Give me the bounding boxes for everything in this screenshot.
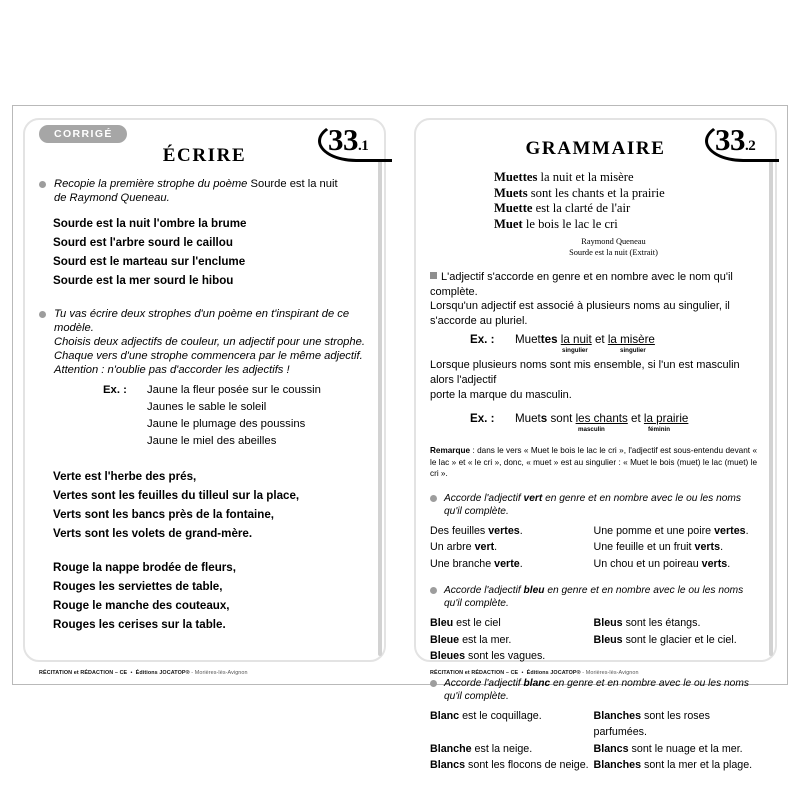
- footer-separator: •: [521, 670, 524, 676]
- poem-credit: [430, 232, 757, 258]
- answer-text: Un chou et un poireau: [593, 557, 702, 570]
- head-post: en genre et en nombre avec le ou les noms qu'il complète.: [444, 677, 749, 702]
- example-underlined-2: la misère: [607, 333, 655, 347]
- grammar-example-1-tags: [430, 347, 757, 356]
- instruction-plain-part: Sourde est la nuit: [247, 178, 338, 191]
- right-badge-number-main: 33: [715, 122, 745, 157]
- poem-bold-head: Muet: [494, 201, 523, 215]
- poem-source: Sourde est la nuit (Extrait): [569, 247, 658, 257]
- rule-line-3: Lorsque plusieurs noms sont mis ensemble, si l'un est masculin alors l'adjectif: [430, 359, 740, 386]
- answer-text: sont les roses parfumées.: [593, 709, 710, 739]
- left-page-footer: [39, 670, 248, 676]
- verse-line: Sourde est la mer sourd le hibou: [53, 274, 234, 288]
- example-word-bold: tes: [540, 333, 558, 347]
- rule-text: L'adjectif s'accorde en genre et en nombre avec le nom qu'il complète.: [430, 271, 733, 298]
- footer-city: - Morières-lès-Avignon: [191, 670, 248, 676]
- footer-city: - Morières-lès-Avignon: [582, 670, 639, 676]
- answers-bleu: [430, 615, 757, 665]
- rule-line-2: Lorsqu'un adjectif est associé à plusieurs noms au singulier, il s'accorde au pluriel.: [430, 300, 730, 327]
- answer-row: [430, 741, 757, 758]
- poem-line: [494, 186, 757, 202]
- answers-blanc: [430, 708, 757, 774]
- right-poem: [430, 170, 757, 232]
- answer-adjective: Blanches: [593, 709, 642, 722]
- poem-rest: la nuit et la misère: [537, 170, 634, 184]
- grammar-tag: féminin: [648, 426, 671, 434]
- answer-text: sont les vagues.: [465, 650, 546, 663]
- answer-adjective: Bleus: [593, 617, 623, 630]
- remarque-text: : dans le vers « Muet le bois le lac le cri », l'adjectif est sous-entendu devant « le lac » et « le cri », donc, « muet » est au singulier : « Muet le bois (muet) le lac (muet) le cri ».: [430, 446, 757, 479]
- model-text: Jaunes le sable le soleil: [147, 401, 267, 414]
- bullet-dot-icon: [39, 311, 46, 318]
- answer-text: sont le nuage et la mer.: [628, 742, 743, 755]
- instruction-line: Attention : n'oublie pas d'accorder les adjectifs !: [54, 364, 290, 377]
- example-joiner: et: [591, 333, 608, 347]
- poem-bold-head: Muet: [494, 170, 523, 184]
- answer-left: [430, 615, 594, 632]
- answer-right: [594, 708, 758, 741]
- verse-line: Sourde est la nuit l'ombre la brume: [53, 217, 247, 231]
- left-exercise-number-badge: [318, 120, 392, 164]
- answer-adjective: vert: [474, 541, 495, 554]
- answer-right: [594, 523, 758, 540]
- bullet-dot-icon: [430, 680, 437, 687]
- answer-text: Un arbre: [430, 541, 475, 554]
- example-label: Ex. :: [103, 384, 127, 397]
- model-line: [39, 416, 366, 433]
- example-underlined-1: la nuit: [560, 333, 592, 347]
- example-label: Ex. :: [470, 412, 495, 426]
- exercise-head-bleu: [430, 584, 757, 610]
- poem-author: Raymond Queneau: [581, 237, 646, 246]
- left-exercise1-instruction: [39, 177, 366, 205]
- answer-row: [430, 539, 757, 556]
- right-badge-number: [715, 121, 755, 165]
- poem-line: [494, 170, 757, 186]
- answer-left: [430, 556, 594, 573]
- right-page-content: [400, 106, 787, 772]
- verse-line: Rouges les cerises sur la table.: [53, 618, 226, 632]
- corrige-badge: CORRIGÉ: [39, 125, 127, 143]
- instruction-line2: de Raymond Queneau.: [54, 192, 170, 205]
- answer-adjective: Blanc: [430, 709, 460, 722]
- model-line: [39, 382, 366, 399]
- answer-punct: .: [720, 541, 724, 554]
- head-post: en genre et en nombre avec le ou les noms qu'il complète.: [444, 492, 742, 517]
- answer-adjective: verte: [494, 557, 520, 570]
- right-page-title: GRAMMAIRE: [525, 138, 666, 159]
- instruction-italic-part: Recopie la première strophe du poème: [54, 178, 248, 191]
- rule-line-1: [430, 270, 757, 299]
- answer-left: [430, 539, 594, 556]
- example-word-plain: Muet: [515, 333, 541, 347]
- answer-row: [430, 523, 757, 540]
- instruction-line: Choisis deux adjectifs de couleur, un adjectif pour une strophe.: [54, 336, 365, 349]
- head-adjective: vert: [523, 492, 543, 504]
- answer-left: [430, 757, 594, 774]
- poem-bold-head: Muet: [494, 185, 523, 200]
- answers-vert: [430, 523, 757, 573]
- answer-punct: .: [727, 557, 731, 570]
- footer-publisher: Éditions JOCATOP®: [526, 670, 581, 676]
- answer-row: [430, 615, 757, 632]
- answer-adjective: Blanches: [593, 759, 642, 772]
- verse-line: Verte est l'herbe des prés,: [53, 470, 197, 484]
- answer-right: [594, 741, 758, 758]
- grammar-tag: masculin: [578, 426, 605, 434]
- answer-adjective: Bleues: [430, 650, 466, 663]
- answer-row: [430, 708, 757, 741]
- bullet-dot-icon: [430, 495, 437, 502]
- answer-adjective: Blancs: [430, 759, 466, 772]
- left-answer-stanza-2: [39, 558, 366, 634]
- answer-row: [430, 648, 757, 665]
- answer-text: est la neige.: [471, 742, 533, 755]
- head-pre: Accorde l'adjectif: [444, 585, 524, 597]
- example-word-bold: s: [540, 412, 548, 426]
- answer-adjective: vertes: [714, 524, 746, 537]
- answer-right: [594, 632, 758, 649]
- example-underlined-1: les chants: [575, 412, 628, 426]
- answer-text: Une feuille et un fruit: [593, 541, 695, 554]
- example-joiner: et: [627, 412, 644, 426]
- remarque-label: Remarque: [430, 446, 471, 456]
- answer-left: [430, 632, 594, 649]
- answer-row: [430, 632, 757, 649]
- grammar-rule-block: [430, 270, 757, 480]
- example-underlined-2: la prairie: [643, 412, 689, 426]
- answer-text: sont la mer et la plage.: [641, 759, 753, 772]
- answer-text: sont les flocons de neige.: [465, 759, 589, 772]
- footer-title: RÉCITATION et RÉDACTION – CE: [39, 670, 128, 676]
- verse-line: Vertes sont les feuilles du tilleul sur la place,: [53, 489, 300, 503]
- right-page: [400, 106, 787, 772]
- verse-line: Verts sont les volets de grand-mère.: [53, 527, 253, 541]
- poem-rest: le bois le lac le cri: [522, 216, 618, 231]
- answer-punct: .: [494, 541, 498, 554]
- answer-text: sont les étangs.: [622, 617, 701, 630]
- remarque-note: [430, 445, 757, 480]
- grammar-tag: singulier: [562, 347, 588, 355]
- answer-text: Une branche: [430, 557, 495, 570]
- right-page-footer: [430, 670, 639, 676]
- answer-left: [430, 648, 594, 665]
- model-line: [39, 399, 366, 416]
- exercise-head-blanc: [430, 677, 757, 703]
- left-badge-number-main: 33: [328, 122, 358, 157]
- verse-line: Rouges les serviettes de table,: [53, 580, 223, 594]
- poem-rest: sont les chants et la prairie: [527, 185, 665, 200]
- left-badge-number: [328, 121, 368, 165]
- left-page-title: ÉCRIRE: [162, 145, 247, 167]
- example-word-plain: Muet: [515, 412, 541, 426]
- head-post: en genre et en nombre avec le ou les noms qu'il complète.: [444, 585, 744, 610]
- model-line: [39, 433, 366, 450]
- answer-adjective: Bleue: [430, 633, 460, 646]
- model-text: Jaune le plumage des poussins: [147, 418, 306, 431]
- footer-publisher: Éditions JOCATOP®: [135, 670, 190, 676]
- bullet-dot-icon: [430, 587, 437, 594]
- left-page: [13, 106, 400, 684]
- poem-line: [494, 217, 757, 233]
- answer-right: [594, 556, 758, 573]
- bullet-dot-icon: [39, 181, 46, 188]
- right-badge-number-sub: .2: [745, 138, 756, 154]
- instruction-line: Chaque vers d'une strophe commencera par le même adjectif.: [54, 350, 363, 363]
- head-pre: Accorde l'adjectif: [444, 492, 524, 504]
- grammar-tag: singulier: [620, 347, 646, 355]
- verse-line: Sourd est le marteau sur l'enclume: [53, 255, 246, 269]
- head-adjective: blanc: [523, 677, 551, 689]
- exercise-head-vert: [430, 492, 757, 518]
- poem-bold-ending: s: [522, 185, 528, 200]
- verse-line: Sourd est l'arbre sourd le caillou: [53, 236, 233, 250]
- answer-adjective: verts: [701, 557, 728, 570]
- left-answer-stanza-1: [39, 467, 366, 543]
- poem-rest: est la clarté de l'air: [532, 201, 631, 215]
- answer-right: [594, 757, 758, 774]
- answer-text: est la mer.: [459, 633, 512, 646]
- answer-adjective: Bleus: [593, 633, 623, 646]
- answer-row: [430, 757, 757, 774]
- example-mid: sont: [547, 412, 576, 426]
- answer-punct: .: [519, 557, 523, 570]
- right-exercise-number-badge: [705, 120, 779, 164]
- answer-adjective: Blanche: [430, 742, 472, 755]
- left-exercise2-instruction: [39, 307, 366, 377]
- instruction-line: Tu vas écrire deux strophes d'un poème en t'inspirant de ce modèle.: [54, 308, 350, 335]
- poem-bold-head: Muet: [494, 216, 523, 231]
- answer-punct: .: [519, 524, 523, 537]
- answer-adjective: Blancs: [593, 742, 629, 755]
- answer-text: est le coquillage.: [459, 709, 542, 722]
- left-exercise2-model: [39, 382, 366, 450]
- grammar-example-2: [430, 411, 757, 426]
- model-text: Jaune la fleur posée sur le coussin: [147, 384, 321, 397]
- answer-right: [594, 648, 758, 665]
- example-label: Ex. :: [470, 333, 495, 347]
- head-adjective: bleu: [523, 585, 545, 597]
- verse-line: Rouge la nappe brodée de fleurs,: [53, 561, 236, 575]
- answer-text: Une pomme et une poire: [593, 524, 715, 537]
- footer-separator: •: [130, 670, 133, 676]
- square-bullet-icon: [430, 272, 437, 279]
- footer-title: RÉCITATION et RÉDACTION – CE: [430, 670, 519, 676]
- answer-adjective: Bleu: [430, 617, 454, 630]
- answer-left: [430, 523, 594, 540]
- left-badge-number-sub: .1: [358, 138, 369, 154]
- two-page-spread: [12, 105, 788, 772]
- answer-text: Des feuilles: [430, 524, 489, 537]
- answer-left: [430, 741, 594, 758]
- model-text: Jaune le miel des abeilles: [147, 435, 277, 448]
- grammar-example-2-tags: [430, 426, 757, 435]
- left-page-content: [13, 106, 400, 684]
- poem-bold-ending: te: [522, 201, 533, 215]
- poem-bold-ending: tes: [522, 170, 538, 184]
- rule-line-4: porte la marque du masculin.: [430, 388, 572, 401]
- verse-line: Verts sont les bancs près de la fontaine,: [53, 508, 274, 522]
- answer-right: [594, 615, 758, 632]
- poem-line: [494, 201, 757, 217]
- answer-text: est le ciel: [453, 617, 501, 630]
- grammar-example-1: [430, 332, 757, 347]
- answer-text: sont le glacier et le ciel.: [622, 633, 737, 646]
- answer-left: [430, 708, 594, 741]
- answer-punct: .: [745, 524, 749, 537]
- left-exercise1-answer-verses: [39, 214, 366, 290]
- answer-right: [594, 539, 758, 556]
- answer-adjective: verts: [694, 541, 721, 554]
- head-pre: Accorde l'adjectif: [444, 677, 524, 689]
- answer-row: [430, 556, 757, 573]
- answer-adjective: vertes: [488, 524, 520, 537]
- verse-line: Rouge le manche des couteaux,: [53, 599, 230, 613]
